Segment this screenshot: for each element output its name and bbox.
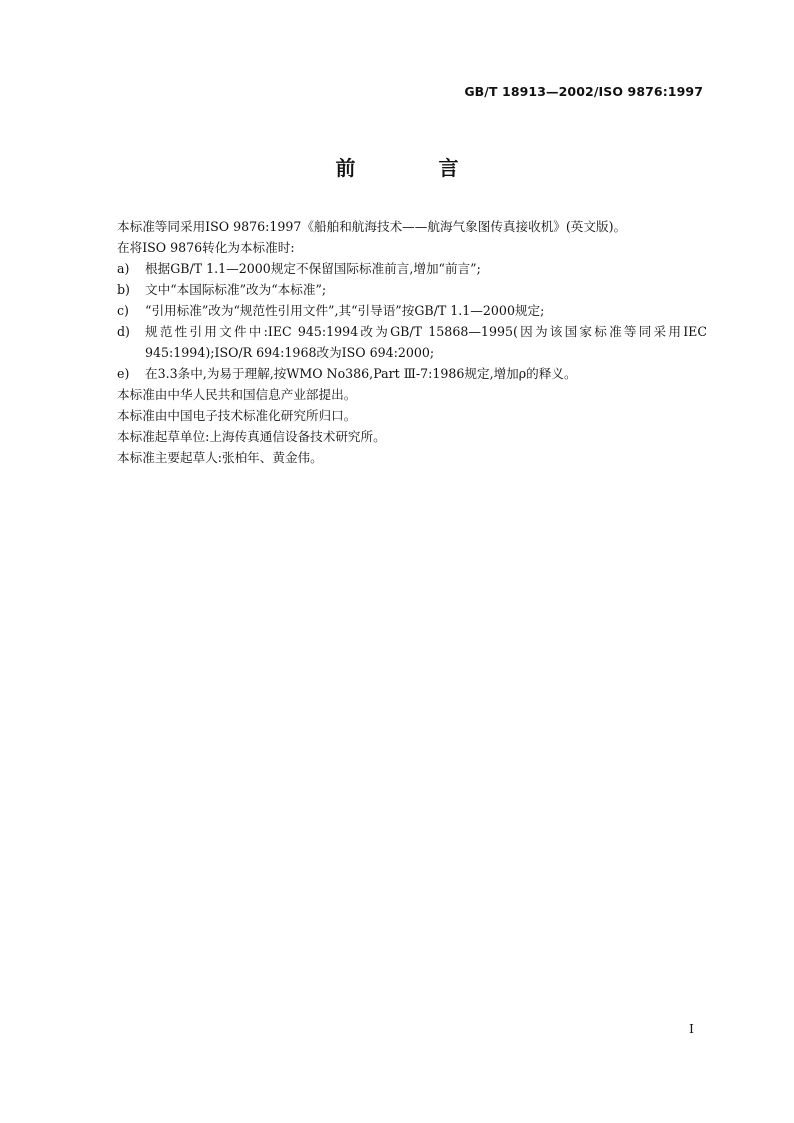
- page-title: 前 言: [335, 156, 497, 180]
- list-item: [117, 300, 707, 321]
- paragraph-drafting-unit: 本标准起草单位:上海传真通信设备技术研究所。: [117, 429, 386, 444]
- page-number: I: [689, 1021, 694, 1036]
- list-item-text: “引用标准”改为“规范性引用文件”,其“引导语”按GB/T 1.1—2000规定;: [145, 303, 545, 318]
- list-item-marker: b): [117, 282, 130, 297]
- paragraph-adoption: 本标准等同采用ISO 9876:1997《船舶和航海技术——航海气象图传真接收机》(英文版)。: [117, 219, 627, 234]
- list-item-marker: e): [117, 366, 130, 381]
- list-item: [117, 363, 707, 384]
- foreword-body: [117, 216, 707, 468]
- list-item-marker: c): [117, 303, 129, 318]
- list-item-text: 根据GB/T 1.1—2000规定不保留国际标准前言,增加“前言”;: [145, 261, 481, 276]
- paragraph-drafters: 本标准主要起草人:张柏年、黄金伟。: [117, 450, 323, 465]
- list-item-text: 在3.3条中,为易于理解,按WMO No386,Part Ⅲ-7:1986规定,增加ρ的释义。: [145, 366, 577, 381]
- list-item-text: 规范性引用文件中:IEC 945:1994改为GB/T 15868—1995(因为该国家标准等同采用IEC 945:1994);ISO/R 694:1968改为ISO 694:2000;: [145, 324, 707, 360]
- list-item: [117, 279, 707, 300]
- paragraph-conversion-intro: 在将ISO 9876转化为本标准时:: [117, 240, 295, 255]
- standard-number: GB/T 18913—2002/ISO 9876:1997: [464, 84, 703, 99]
- list-item: [117, 321, 707, 363]
- list-item-text: 文中“本国际标准”改为“本标准”;: [145, 282, 327, 297]
- list-item: [117, 258, 707, 279]
- list-item-marker: d): [117, 324, 130, 339]
- paragraph-administrator: 本标准由中国电子技术标准化研究所归口。: [117, 408, 357, 423]
- list-item-marker: a): [117, 261, 130, 276]
- paragraph-proposer: 本标准由中华人民共和国信息产业部提出。: [117, 387, 357, 402]
